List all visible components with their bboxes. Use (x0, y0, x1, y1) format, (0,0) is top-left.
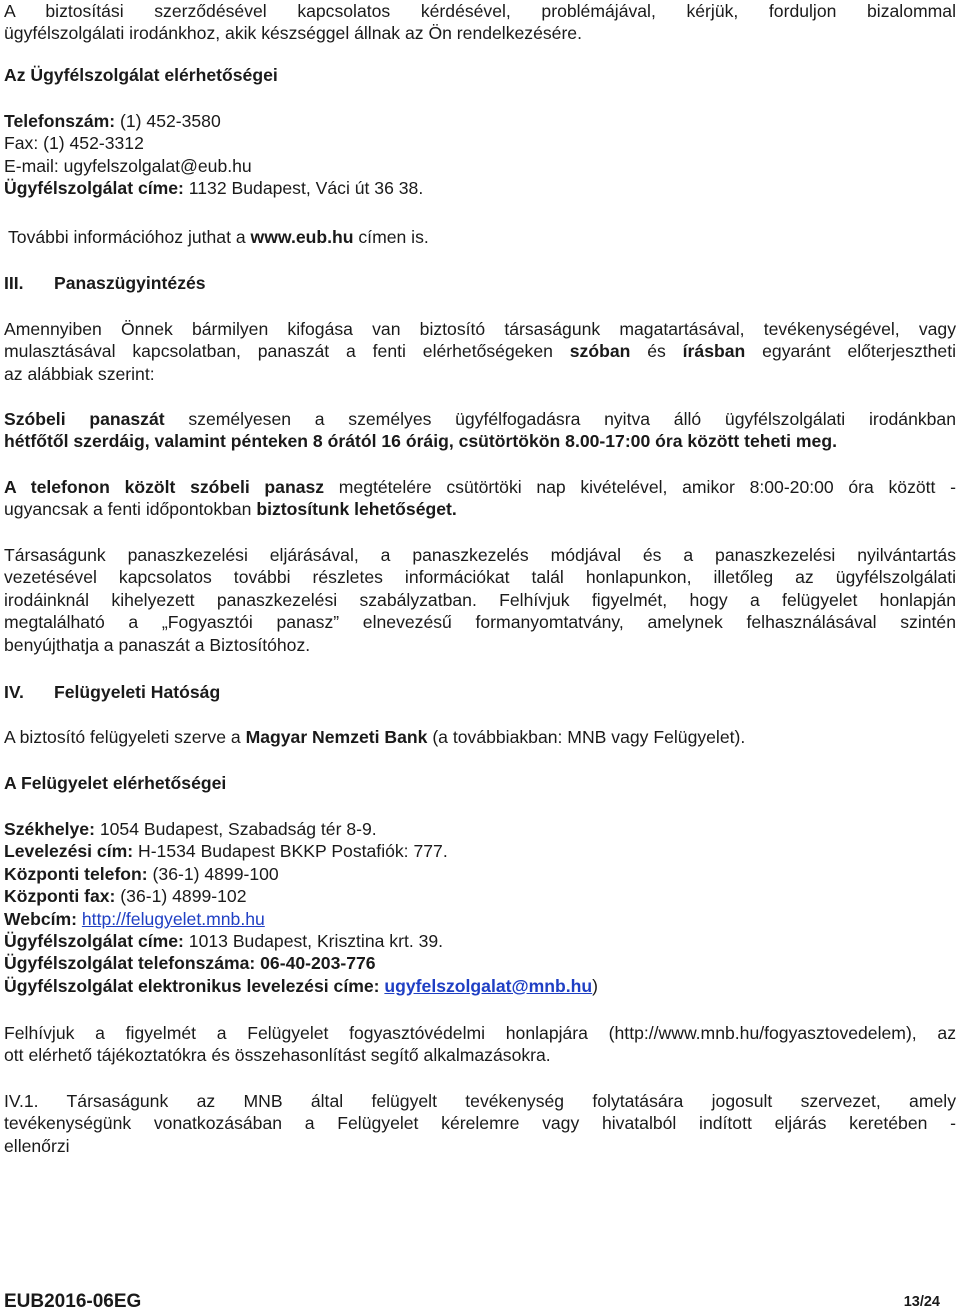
text-span-bold: Magyar Nemzeti Bank (245, 727, 428, 747)
intro-paragraph (4, 0, 956, 45)
mail-value: H-1534 Budapest BKKP Postafiók: 777. (133, 841, 448, 862)
text-span: egyaránt előterjesztheti (745, 341, 957, 362)
seat-value: 1054 Budapest, Szabadság tér 8-9. (94, 819, 377, 839)
central-fax-label: Központi fax: (4, 886, 116, 907)
section-4-title: Felügyeleti Hatóság (54, 682, 221, 702)
contacts-block (4, 110, 423, 200)
section-4-paragraph-2 (4, 1022, 956, 1067)
text-span: megtételére csütörtöki nap kivételével, amikor 8:00-20:00 óra között - (324, 477, 956, 497)
fax-line: Fax: (1) 452-3312 (4, 133, 144, 154)
central-fax-value: (36-1) 4899-102 (115, 886, 247, 907)
page-footer (4, 1291, 940, 1313)
section-3-paragraph-2 (4, 408, 956, 453)
paragraph-line (4, 498, 956, 520)
cs-email-line (4, 975, 598, 997)
address-value: 1132 Budapest, Váci út 36 38. (183, 178, 424, 199)
section-3-paragraph-3 (4, 476, 956, 521)
paragraph-line: ellenőrzi (4, 1135, 70, 1156)
paragraph-line (4, 340, 956, 362)
cs-address-label: Ügyfélszolgálat címe: (4, 931, 184, 952)
section-4-number: IV. (4, 682, 24, 702)
more-info-text: További információhoz juthat a (8, 227, 251, 247)
paragraph-line: Amennyiben Önnek bármilyen kifogása van biztosító társaságunk magatartásával, tevékenységével, vagy (4, 319, 956, 339)
text-span-bold: írásban (682, 341, 746, 362)
text-span: személyesen a személyes ügyfélfogadásra nyitva álló ügyfélszolgálati irodánkban (164, 409, 957, 429)
web-label: Webcím: (4, 908, 77, 929)
central-phone-line (4, 863, 598, 885)
mail-label: Levelezési cím: (4, 841, 134, 862)
website-link[interactable]: www.eub.hu (250, 227, 354, 247)
phone-line (4, 110, 423, 132)
central-fax-line (4, 885, 598, 907)
text-span: ugyancsak a fenti időpontokban (4, 499, 257, 520)
text-span: és (630, 341, 683, 362)
intro-line: ügyfélszolgálati irodánkhoz, akik készséggel állnak az Ön rendelkezésére. (4, 23, 582, 44)
text-span-bold: biztosítunk lehetőséget. (256, 499, 457, 520)
central-phone-value: (36-1) 4899-100 (147, 863, 279, 884)
page-number: 13/24 (903, 1294, 940, 1310)
paragraph-line: Felhívjuk a figyelmét a Felügyelet fogyasztóvédelmi honlapjára (http://www.mnb.hu/fogyasztovedelem), az (4, 1023, 956, 1043)
document-code: EUB2016-06EG (4, 1291, 142, 1312)
paragraph-line (4, 408, 956, 430)
authority-contacts-heading: A Felügyelet elérhetőségei (4, 773, 227, 793)
paragraph-line: benyújthatja a panaszát a Biztosítóhoz. (4, 634, 311, 655)
more-info-line (4, 226, 429, 248)
paragraph-line: megtalálható a „Fogyasztói panasz” elnevezésű formanyomtatvány, amelynek felhasználásával szintén (4, 612, 956, 633)
section-3-heading (4, 272, 206, 294)
paragraph-line: tevékenységünk vonatkozásában a Felügyelet kérelemre vagy hivatalból indított eljárás keretében - (4, 1113, 956, 1134)
paragraph-line: irodáinknál kihelyezett panaszkezelési szabályzatban. Felhívjuk figyelmét, hogy a felügyelet honlapján (4, 589, 956, 610)
cs-phone-line: Ügyfélszolgálat telefonszáma: 06-40-203-776 (4, 953, 376, 974)
central-phone-label: Központi telefon: (4, 863, 148, 884)
paragraph-line: IV.1. Társaságunk az MNB által felügyelt tevékenység folytatására jogosult szervezet, amely (4, 1091, 956, 1111)
text-span: A biztosító felügyeleti szerve a (4, 727, 246, 747)
text-span: mulasztásával kapcsolatban, panaszát a fenti elérhetőségeken (4, 341, 570, 362)
paragraph-line: Társaságunk panaszkezelési eljárásával, a panaszkezelés módjával és a panaszkezelési nyilvántartás (4, 545, 956, 565)
email-line: E-mail: ugyfelszolgalat@eub.hu (4, 155, 252, 176)
section-3-number: III. (4, 273, 24, 293)
section-3-paragraph-1 (4, 318, 956, 385)
seat-line (4, 818, 598, 840)
paragraph-line (4, 476, 956, 498)
web-link[interactable]: http://felugyelet.mnb.hu (81, 908, 265, 929)
contacts-heading: Az Ügyfélszolgálat elérhetőségei (4, 65, 278, 85)
address-label: Ügyfélszolgálat címe: (4, 178, 184, 199)
mail-line (4, 840, 598, 862)
section-4-paragraph-1 (4, 726, 745, 748)
more-info-text-end: címen is. (353, 227, 429, 247)
address-line (4, 177, 423, 199)
cs-email-close: ) (592, 975, 599, 996)
section-4-paragraph-3 (4, 1090, 956, 1157)
web-line (4, 908, 598, 930)
text-span: (a továbbiakban: MNB vagy Felügyelet). (427, 727, 746, 747)
paragraph-line: az alábbiak szerint: (4, 363, 155, 384)
section-3-paragraph-4 (4, 544, 956, 656)
text-span-bold: A telefonon közölt szóbeli panasz (4, 477, 325, 497)
paragraph-line: vezetésével kapcsolatos további részletes információkat talál honlapunkon, illetőleg az ügyfélszolgálati (4, 567, 956, 588)
paragraph-line: hétfőtől szerdáig, valamint pénteken 8 órától 16 óráig, csütörtökön 8.00-17:00 óra között teheti meg. (4, 431, 837, 452)
section-4-heading (4, 681, 220, 703)
text-span-bold: szóban (569, 341, 631, 362)
phone-label: Telefonszám: (4, 111, 116, 131)
paragraph-line: ott elérhető tájékoztatókra és összehasonlítást segítő alkalmazásokra. (4, 1045, 551, 1066)
cs-email-label: Ügyfélszolgálat elektronikus levelezési címe: (4, 975, 385, 996)
seat-label: Székhelye: (4, 819, 95, 839)
section-3-title: Panaszügyintézés (54, 273, 206, 293)
authority-contacts-block (4, 818, 598, 997)
cs-address-line (4, 930, 598, 952)
phone-value: (1) 452-3580 (115, 111, 221, 131)
intro-line: A biztosítási szerződésével kapcsolatos kérdésével, problémájával, kérjük, forduljon bizalommal (4, 1, 956, 21)
cs-address-value: 1013 Budapest, Krisztina krt. 39. (183, 931, 444, 952)
cs-email-link[interactable]: ugyfelszolgalat@mnb.hu (384, 975, 593, 996)
text-span-bold: Szóbeli panaszát (4, 409, 165, 429)
